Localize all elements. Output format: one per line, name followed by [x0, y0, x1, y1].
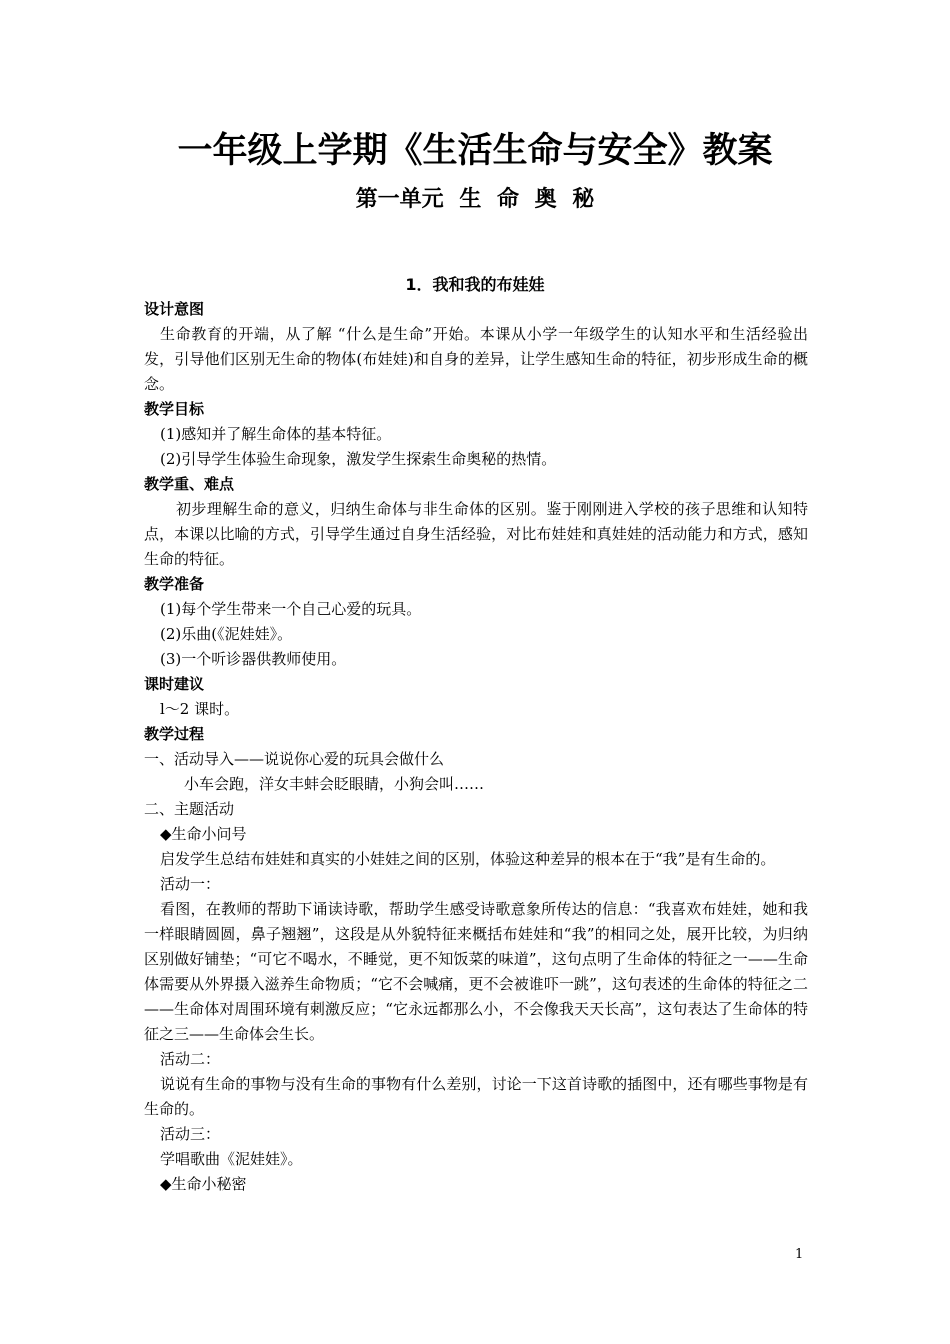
body-paragraph: 二、主题活动 — [144, 800, 235, 818]
body-paragraph: 看图，在教师的帮助下诵读诗歌，帮助学生感受诗歌意象所传达的信息：“我喜欢布娃娃，她和我一样眼睛圆圆，鼻子翘翘”，这段是从外貌特征来概括布娃娃和“我”的相同之处，展开比较，为归纳区别做好铺垫；“可它不喝水，不睡觉，更不知饭菜的味道”，这句点明了生命体的特征之一——生命体需要从外界摄入滋养生命物质；“它不会喊痛，更不会被谁吓一跳”，这句表述的生命体的特征之二——生命体对周围环境有刺激反应；“它永远都那么小，不会像我天天长高”，这句表达了生命体的特征之三——生命体会生长。 — [144, 900, 808, 1043]
section-heading: 教学目标 — [144, 400, 205, 418]
body-paragraph: ◆生命小问号 — [160, 825, 247, 843]
section-heading: 设计意图 — [144, 300, 205, 318]
body-paragraph: 活动三： — [160, 1125, 221, 1143]
unit-title: 第一单元 生 命 奥 秘 — [355, 187, 595, 212]
body-paragraph: (2)引导学生体验生命现象，激发学生探索生命奥秘的热情。 — [160, 450, 557, 468]
body-paragraph: 说说有生命的事物与没有生命的事物有什么差别，讨论一下这首诗歌的插图中，还有哪些事物是有生命的。 — [144, 1075, 808, 1118]
body-paragraph: (1)每个学生带来一个自己心爱的玩具。 — [160, 600, 422, 618]
body-paragraph: (3)一个听诊器供教师使用。 — [160, 650, 347, 668]
body-paragraph: 活动二： — [160, 1050, 221, 1068]
body-paragraph: 生命教育的开端，从了解 “什么是生命”开始。本课从小学一年级学生的认知水平和生活经验出发，引导他们区别无生命的物体(布娃娃)和自身的差异，让学生感知生命的特征，初步形成生命的概念。 — [144, 325, 808, 393]
section-heading: 教学过程 — [144, 725, 205, 743]
body-paragraph: l～2 课时。 — [160, 700, 240, 718]
body-paragraph: (1)感知并了解生命体的基本特征。 — [160, 425, 392, 443]
lesson-title: 1．我和我的布娃娃 — [405, 275, 545, 294]
section-heading: 课时建议 — [144, 675, 205, 693]
body-paragraph: 小车会跑，洋女丰蚌会眨眼睛，小狗会叫…… — [184, 775, 485, 793]
section-heading: 教学准备 — [144, 575, 205, 593]
body-paragraph: (2)乐曲(《泥娃娃》。 — [160, 625, 293, 643]
section-heading: 教学重、难点 — [144, 475, 235, 493]
body-paragraph: 启发学生总结布娃娃和真实的小娃娃之间的区别，体验这种差异的根本在于“我”是有生命的。 — [160, 850, 776, 868]
body-paragraph: ◆生命小秘密 — [160, 1175, 247, 1193]
body-paragraph: 初步理解生命的意义，归纳生命体与非生命体的区别。鉴于刚刚进入学校的孩子思维和认知特点，本课以比喻的方式，引导学生通过自身生活经验，对比布娃娃和真娃娃的活动能力和方式，感知生命的特征。 — [144, 500, 808, 568]
document-title: 一年级上学期《生活生命与安全》教案 — [177, 131, 773, 171]
body-paragraph: 一、活动导入——说说你心爱的玩具会做什么 — [144, 750, 445, 768]
document-body — [144, 297, 808, 1197]
body-paragraph: 学唱歌曲《泥娃娃》。 — [160, 1150, 303, 1168]
page-number: 1 — [795, 1247, 804, 1262]
body-paragraph: 活动一： — [160, 875, 221, 893]
